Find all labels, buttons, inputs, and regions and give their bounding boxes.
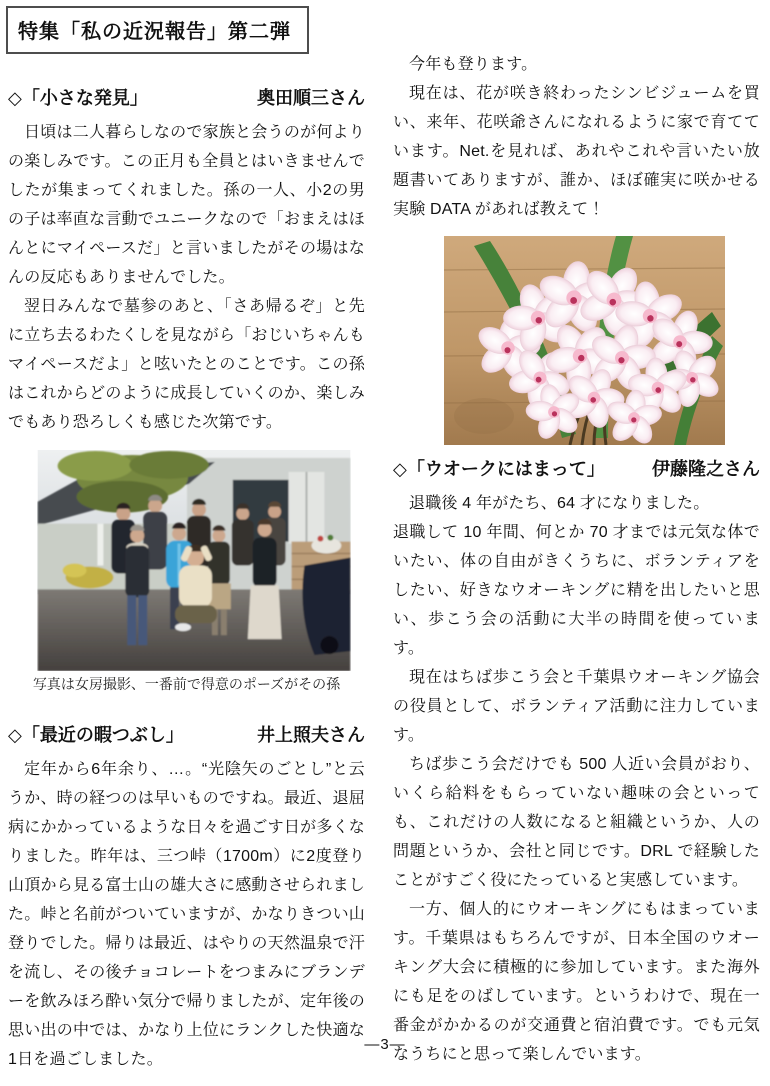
family-group-photo: [37, 450, 351, 671]
article-inoue-continuation: 現在は、花が咲き終わったシンビジュームを買い、来年、花咲爺さんになれるように家で育てています。Net.を見れば、あれやこれや言いたい放題書いてありますが、誰か、ほぼ確実に咲かせる実験 DATA があれば教えて！: [393, 85, 760, 218]
article-okuda-heading: ◇「小さな発見」: [8, 88, 148, 108]
article-okuda-paragraph: 翌日みんなで墓参のあと、「さあ帰るぞ」と先に立ち去るわたくしを見ながら「おじいちゃんもマイペースだよ」と呟いたとのことです。この孫はこれからどのように成長していくのか、楽しみでもあり恐ろしくも感じた次第です。: [8, 298, 365, 431]
page-number: ―3―: [364, 1036, 406, 1053]
article-ito-header: [393, 455, 760, 481]
cymbidium-orchid-photo: [444, 236, 725, 445]
article-ito-author: 伊藤隆之さん: [652, 459, 760, 479]
article-inoue-paragraph: 定年から6年余り、…。“光陰矢のごとし”と云うか、時の経つのは早いものですね。最近、退屈病にかかっているような日々を過ごす日が多くなりました。昨年は、三つ峠（1700m）に2度登り山頂から見る富士山の雄大さに感動させられました。峠と名前がついていますが、かなりきつい山登りでした。帰りは最近、はやりの天然温泉で汗を流し、その後チョコレートをつまみにブランデーを飲みほろ酔い気分で帰りましたが、定年後の思い出の中では、かなり上位にランクした快適な1日を過ごしました。: [8, 761, 365, 1068]
page-title: 特集「私の近況報告」第二弾: [6, 6, 309, 54]
article-inoue-continuation: 今年も登ります。: [409, 56, 538, 73]
article-ito-paragraph: 退職して 10 年間、何とか 70 才までは元気な体でいたい、体の自由がきくうちに、ボランティアをしたい、好きなウオーキングに精を出したいと思い、歩こう会の活動に大半の時間を使っています。: [393, 524, 760, 657]
article-ito-paragraph: 現在はちば歩こう会と千葉県ウオーキング協会の役員として、ボランティア活動に注力しています。: [393, 669, 760, 744]
article-okuda-header: [8, 84, 365, 110]
family-photo-caption: 写真は女房撮影、一番前で得意のポーズがその孫: [32, 676, 341, 692]
article-ito-paragraph: 退職後 4 年がたち、64 才になりました。: [409, 495, 710, 512]
article-okuda-paragraph: 日頃は二人暮らしなので家族と会うのが何よりの楽しみです。この正月も全員とはいきませんでしたが集まってくれました。孫の一人、小2の男の子は率直な言動でユニークなので「おまえはほんとにマイペースだ」と言いましたがその場はなんの反応もありませんでした。: [8, 124, 365, 286]
article-ito-paragraph: 一方、個人的にウオーキングにもはまっています。千葉県はもちろんですが、日本全国のウオーキング大会に積極的に参加しています。また海外にも足をのばしています。というわけで、現在一番金がかかるのが交通費と宿泊費です。でも元気なうちにと思って楽しんでいます。: [393, 901, 760, 1063]
article-inoue-header: [8, 721, 365, 747]
article-ito-heading: ◇「ウオークにはまって」: [393, 459, 605, 479]
article-okuda-author: 奥田順三さん: [257, 88, 365, 108]
article-inoue-heading: ◇「最近の暇つぶし」: [8, 725, 184, 745]
article-ito-paragraph: ちば歩こう会だけでも 500 人近い会員がおり、いくら給料をもらっていない趣味の会といっても、これだけの人数になると組織というか、人の問題というか、会社と同じです。DRL で経験したことがすごく役にたっていると実感しています。: [393, 756, 760, 889]
right-column: [393, 50, 760, 1069]
left-column: [8, 84, 365, 1074]
article-inoue-author: 井上照夫さん: [257, 725, 365, 745]
